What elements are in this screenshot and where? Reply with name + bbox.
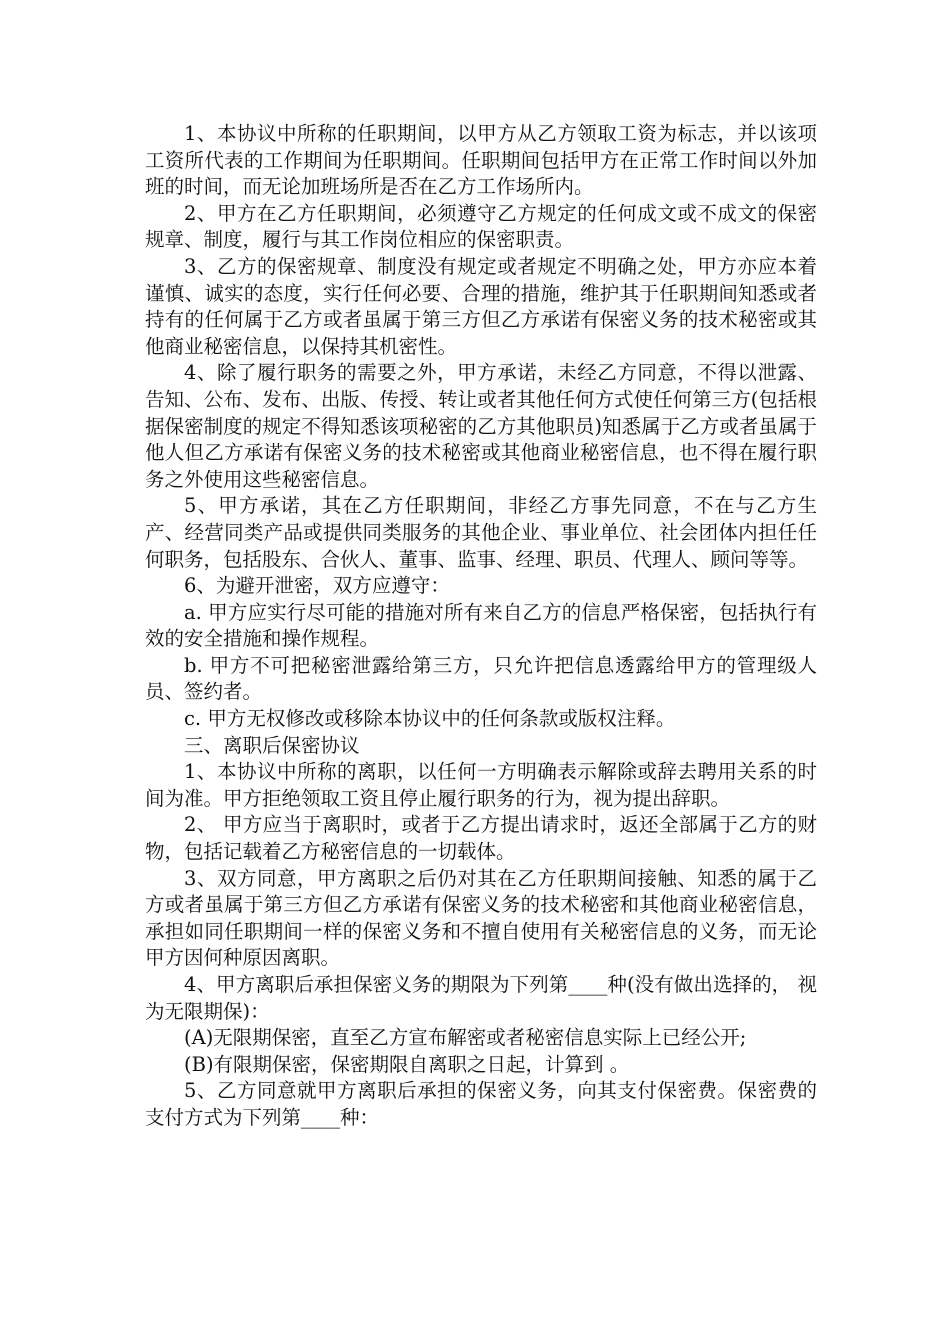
paragraph: 5、乙方同意就甲方离职后承担的保密义务，向其支付保密费。保密费的支付方式为下列第____种： <box>145 1079 817 1129</box>
document-body <box>145 121 817 1132</box>
paragraph: 2、甲方在乙方任职期间，必须遵守乙方规定的任何成文或不成文的保密规章、制度，履行与其工作岗位相应的保密职责。 <box>145 201 817 252</box>
paragraph: 4、甲方离职后承担保密义务的期限为下列第____种(没有做出选择的， 视为无限期保)： <box>145 973 817 1023</box>
paragraph: 1、本协议中所称的离职，以任何一方明确表示解除或辞去聘用关系的时间为准。甲方拒绝领取工资且停止履行职务的行为，视为提出辞职。 <box>145 760 817 810</box>
paragraph: 3、乙方的保密规章、制度没有规定或者规定不明确之处，甲方亦应本着谨慎、诚实的态度，实行任何必要、合理的措施，维护其于任职期间知悉或者持有的任何属于乙方或者虽属于第三方但乙方承诺有保密义务的技术秘密或其他商业秘密信息，以保持其机密性。 <box>145 254 817 358</box>
section-heading: 三、离职后保密协议 <box>184 733 360 757</box>
paragraph: 6、为避开泄密，双方应遵守： <box>184 574 450 598</box>
paragraph: 3、双方同意，甲方离职之后仍对其在乙方任职期间接触、知悉的属于乙方或者虽属于第三方但乙方承诺有保密义务的技术秘密和其他商业秘密信息，承担如同任职期间一样的保密义务和不擅自使用有关秘密信息的义务，而无论甲方因何种原因离职。 <box>145 866 817 970</box>
paragraph: c. 甲方无权修改或移除本协议中的任何条款或版权注释。 <box>184 707 676 731</box>
paragraph: (B)有限期保密，保密期限自离职之日起，计算到 。 <box>184 1052 630 1076</box>
paragraph: 2、 甲方应当于离职时，或者于乙方提出请求时，返还全部属于乙方的财物，包括记载着乙方秘密信息的一切载体。 <box>145 813 817 864</box>
paragraph: 4、除了履行职务的需要之外，甲方承诺，未经乙方同意，不得以泄露、告知、公布、发布、出版、传授、转让或者其他任何方式使任何第三方(包括根据保密制度的规定不得知悉该项秘密的乙方其他职员)知悉属于乙方或者虽属于他人但乙方承诺有保密义务的技术秘密或其他商业秘密信息，也不得在履行职务之外使用这些秘密信息。 <box>145 361 817 491</box>
paragraph: 1、本协议中所称的任职期间，以甲方从乙方领取工资为标志，并以该项工资所代表的工作期间为任职期间。任职期间包括甲方在正常工作时间以外加班的时间，而无论加班场所是否在乙方工作场所内。 <box>145 122 817 199</box>
paragraph: b. 甲方不可把秘密泄露给第三方，只允许把信息透露给甲方的管理级人员、签约者。 <box>145 653 817 704</box>
paragraph: (A)无限期保密，直至乙方宣布解密或者秘密信息实际上已经公开; <box>184 1026 747 1050</box>
paragraph: 5、甲方承诺，其在乙方任职期间，非经乙方事先同意，不在与乙方生产、经营同类产品或提供同类服务的其他企业、事业单位、社会团体内担任任何职务，包括股东、合伙人、董事、监事、经理、职员、代理人、顾问等等。 <box>145 494 817 571</box>
paragraph: a. 甲方应实行尽可能的措施对所有来自乙方的信息严格保密，包括执行有效的安全措施和操作规程。 <box>145 600 817 651</box>
